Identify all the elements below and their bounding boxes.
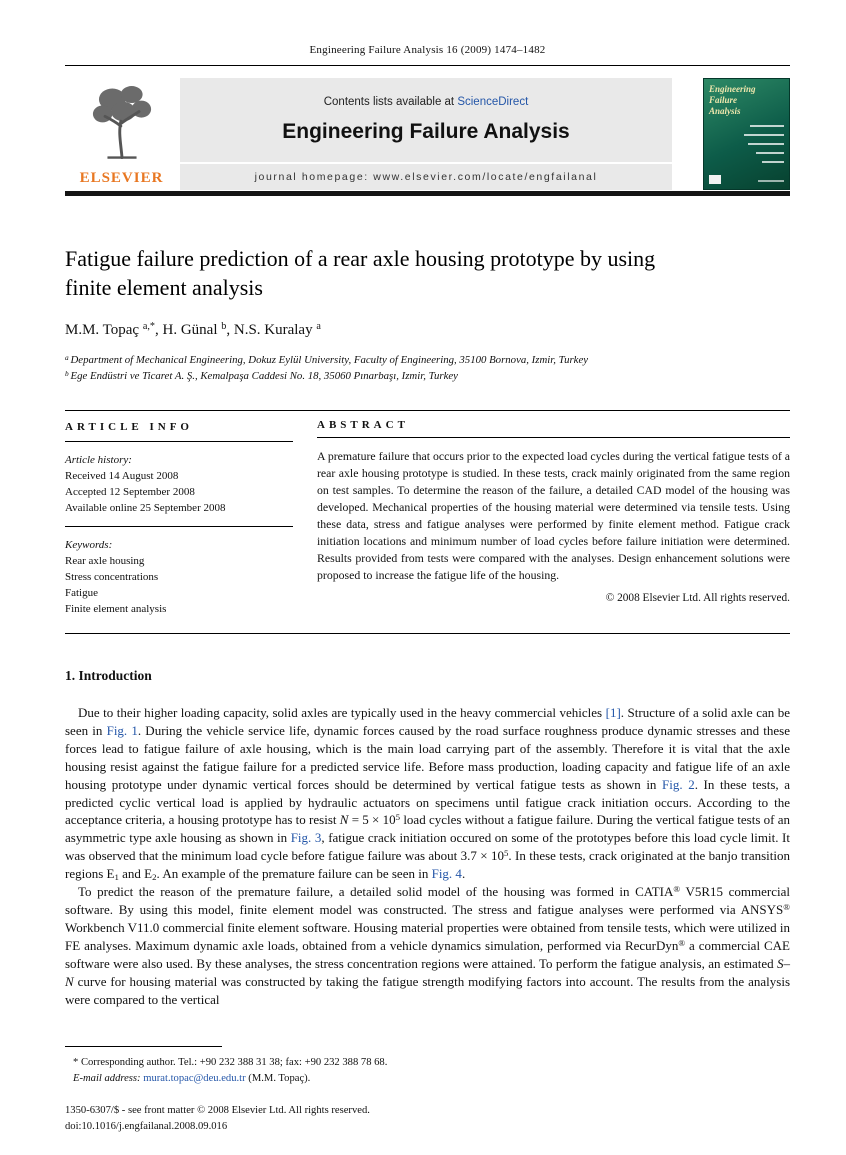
abstract-text: A premature failure that occurs prior to the expected load cycles during the vertical fatigue tests of a rear axle housing prototype is studied. In these tests, crack mainly originated from the same region on test samples. To determine the reason of the failure, a detailed CAD model of the housing was developed. Mechanical properties of the housing material were determined via tensile tests. Using these data, stress and fatigue analyses were performed by finite element method. Fatigue crack initiation locations and minimum number of load cycles before failure initiation were determined. Results provided from tests were compared with the analyses. Design enhancement solutions were proposed to increase the fatigue life of the housing. xyxy=(317,449,790,582)
cover-title-line: Failure xyxy=(709,95,738,105)
imprint-block xyxy=(65,1103,790,1135)
article-history-label: Article history: xyxy=(65,454,132,466)
history-item: Received 14 August 2008 xyxy=(65,470,179,482)
footnote-block xyxy=(65,1055,790,1087)
paragraph: Due to their higher loading capacity, solid axles are typically used in the heavy commercial vehicles [1]. Structure of a solid axle can be seen in Fig. 1. During the vehicle service life, dynamic forces caused by the road surface roughness produce dynamic stresses and these forces lead to fatigue failure of axle housing, which is the main load carrying part of the assembly. Therefore it is vital that the axle housing resist against the fatigue failure for a predicted service life. Before mass production, loading capacity and fatigue life of an axle housing prototype under dynamic vertical forces should be determined by vertical fatigue tests as shown in Fig. 2. In these tests, a predicted cyclic vertical load is applied by hydraulic actuators on specimens until fatigue crack initiation occurs. According to the acceptance criteria, a housing prototype has to resist $N = 5 \times 10^5$ load cycles without a fatigue failure. During the vertical fatigue tests of an asymmetric type axle housing as shown in Fig. 3, fatigue crack initiation occured on some of the prototypes before this load cycle limit. It was observed that the minimum load cycle before fatigue failure was about $3.7 \times 10^5$. In these tests, crack originated at the banjo transition regions $E_1$ and $E_2$. An example of the premature failure can be seen in Fig. 4. xyxy=(65,705,791,883)
banner-gray-box xyxy=(180,78,672,162)
inline-link[interactable]: Fig. 2 xyxy=(662,776,695,792)
divider xyxy=(65,65,790,66)
article-info-abstract-block xyxy=(65,410,790,634)
elsevier-logo xyxy=(65,78,178,190)
banner-bottom-rule xyxy=(65,191,790,196)
affiliation-b: $^b$ Ege Endüstri ve Ticaret A. Ş., Kemalpaşa Caddesi No. 18, 35060 Pınarbaşı, Izmir, Turkey xyxy=(65,368,458,382)
cover-title xyxy=(709,84,756,117)
history-item: Available online 25 September 2008 xyxy=(65,502,226,514)
doi-line: doi:10.1016/j.engfailanal.2008.09.016 xyxy=(65,1121,228,1133)
elsevier-wordmark: ELSEVIER xyxy=(79,170,164,186)
footnote-divider xyxy=(65,1046,222,1047)
corresponding-author-note: * Corresponding author. Tel.: +90 232 388 31 38; fax: +90 232 388 78 68. xyxy=(73,1057,388,1069)
article-info-column xyxy=(65,419,293,617)
keywords-list xyxy=(65,553,293,617)
journal-reference: Engineering Failure Analysis 16 (2009) 1474–1482 xyxy=(309,44,546,56)
cover-publisher-mark xyxy=(709,175,721,184)
author-list: M.M. Topaç $^{a,*}$, H. Günal $^b$, N.S. Kuralay $^a$ xyxy=(65,321,321,338)
article-title-line: finite element analysis xyxy=(65,275,263,300)
inline-link[interactable]: [1] xyxy=(605,705,621,720)
cover-bottom-strip xyxy=(758,180,784,182)
affiliation-a: $^a$ Department of Mechanical Engineering, Dokuz Eylül University, Faculty of Engineering, 35100 Bornova, Izmir, Turkey xyxy=(65,352,589,366)
divider xyxy=(65,441,293,442)
affiliations xyxy=(65,352,790,384)
article-history-list xyxy=(65,468,293,516)
elsevier-tree-icon xyxy=(85,80,159,165)
inline-link[interactable]: Fig. 4 xyxy=(431,866,462,882)
keywords-label: Keywords: xyxy=(65,539,113,551)
journal-banner xyxy=(65,78,790,190)
email-note: E-mail address: murat.topac@deu.edu.tr (M.M. Topaç). xyxy=(73,1073,311,1085)
keyword-item: Fatigue xyxy=(65,587,98,599)
article-title xyxy=(65,244,790,302)
cover-decorative-text-bars xyxy=(744,125,784,163)
contents-prefix: Contents lists available at xyxy=(323,96,458,108)
abstract-heading: ABSTRACT xyxy=(317,419,409,431)
cover-title-line: Engineering xyxy=(709,84,756,94)
copyright-line: © 2008 Elsevier Ltd. All rights reserved. xyxy=(605,592,790,604)
issn-line: 1350-6307/$ - see front matter © 2008 Elsevier Ltd. All rights reserved. xyxy=(65,1105,370,1117)
cover-title-line: Analysis xyxy=(709,106,741,116)
keyword-item: Rear axle housing xyxy=(65,555,145,567)
contents-line xyxy=(324,96,529,108)
article-info-heading: ARTICLE INFO xyxy=(65,421,193,433)
journal-cover-thumbnail xyxy=(703,78,790,190)
inline-link[interactable]: Fig. 3 xyxy=(290,830,322,846)
inline-link[interactable]: murat.topac@deu.edu.tr xyxy=(143,1073,246,1085)
section-heading-introduction: 1. Introduction xyxy=(65,668,152,683)
banner-journal-title: Engineering Failure Analysis xyxy=(282,120,570,143)
journal-homepage-line[interactable]: journal homepage: www.elsevier.com/locate/engfailanal xyxy=(180,164,672,190)
abstract-column xyxy=(317,419,790,617)
history-item: Accepted 12 September 2008 xyxy=(65,486,195,498)
keyword-item: Stress concentrations xyxy=(65,571,159,583)
inline-link[interactable]: Fig. 1 xyxy=(106,722,138,738)
keyword-item: Finite element analysis xyxy=(65,603,167,615)
banner-center xyxy=(180,78,672,190)
paragraph: To predict the reason of the premature failure, a detailed solid model of the housing was formed in CATIA® V5R15 commercial software. By using this model, finite element model was constructed. The stress and fatigue analyses were performed via ANSYS® Workbench V11.0 commercial finite element software. Housing material properties were obtained from tensile tests, which were utilized in FE analyses. Maximum dynamic axle loads, obtained from a vehicle dynamics simulation, performed via RecurDyn® a commercial CAE software were also used. By these analyses, the stress concentration regions were attained. To perform the fatigue analysis, an estimated S–N curve for housing material was constructed by taking the fatigue strength modifying factors into account. The results from the analysis were compared to the vertical xyxy=(65,884,790,1007)
article-title-line: Fatigue failure prediction of a rear axle housing prototype by using xyxy=(65,246,656,271)
sciencedirect-link[interactable]: ScienceDirect xyxy=(457,96,529,108)
divider xyxy=(65,526,293,527)
body-text xyxy=(65,704,790,1008)
divider xyxy=(317,437,790,438)
